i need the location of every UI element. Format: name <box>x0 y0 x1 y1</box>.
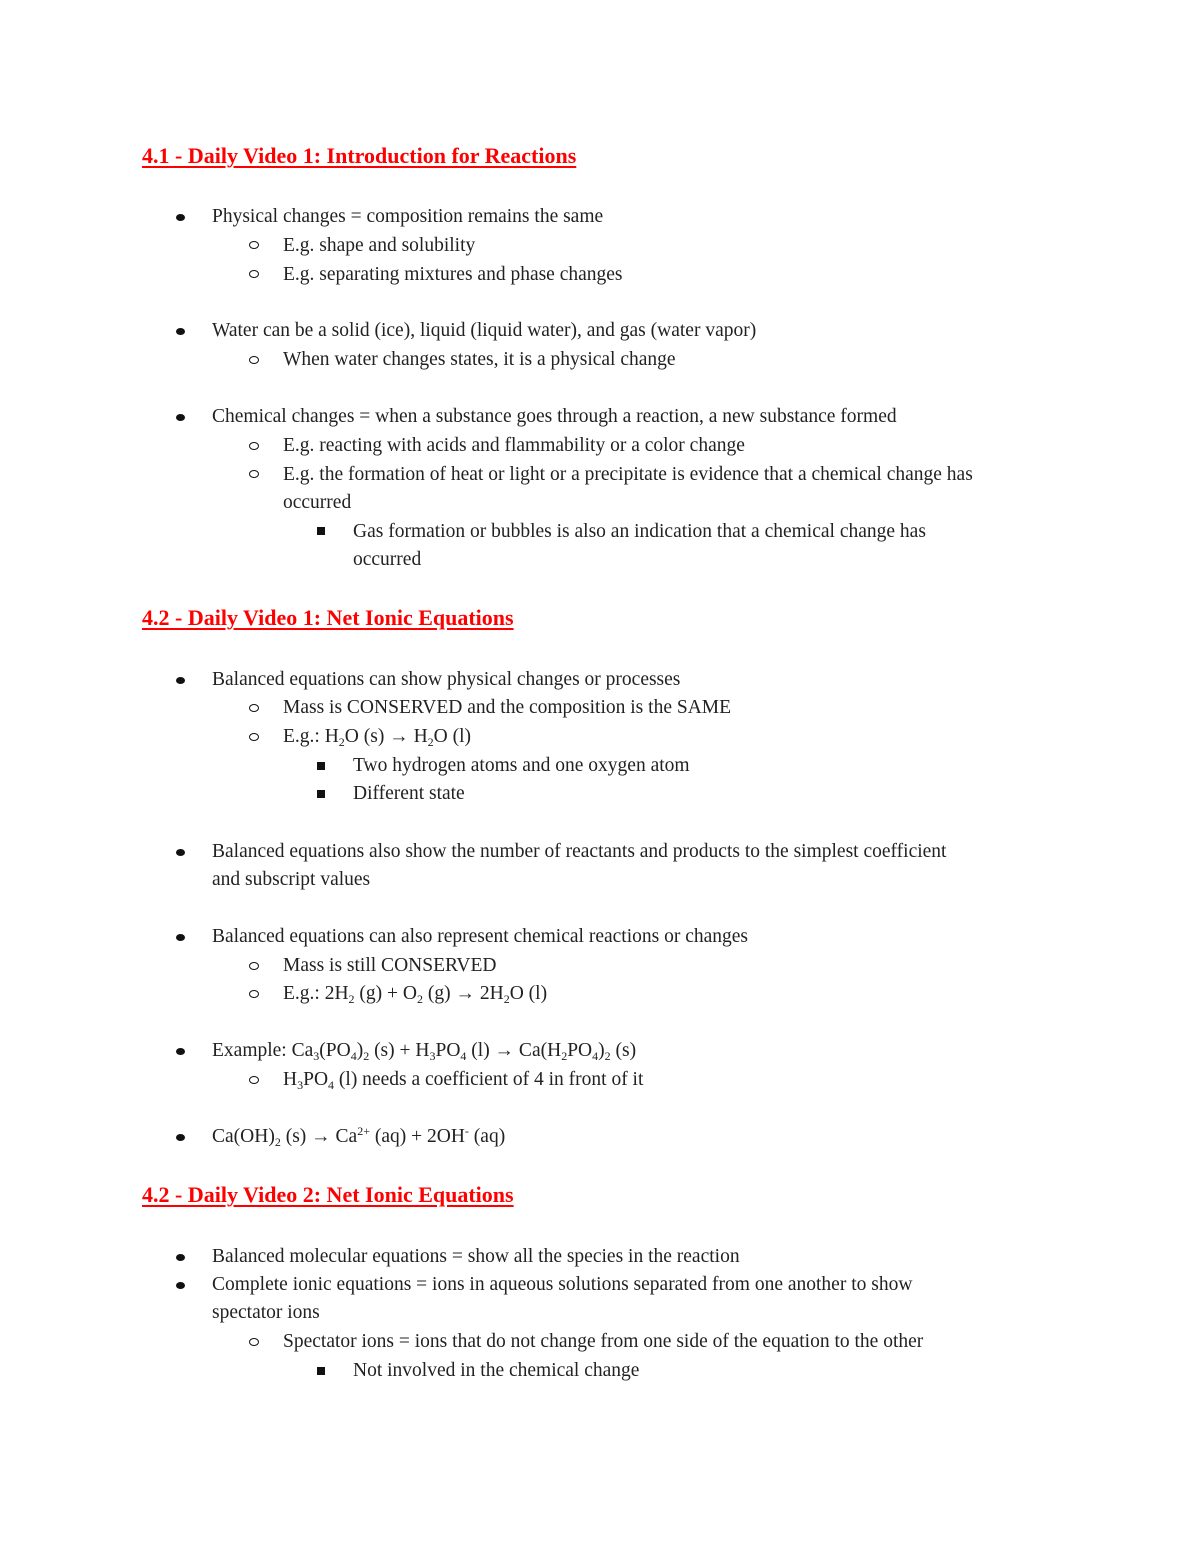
list-item-continuation: occurred <box>353 549 422 570</box>
equation-item: $H_3PO_4$ (l) needs a coefficient of 4 in front of it <box>283 1069 644 1092</box>
hollow-bullet-icon <box>249 962 259 970</box>
equation-item: E.g.: $H_2O$ $(s) \to H_2O$ (l) <box>283 726 472 749</box>
equation-item: Example: $Ca_3(PO_4)_2$ $(s) + H_3PO_4$ $(l) \to Ca(H_2PO_4)_2$ (s) <box>212 1040 637 1063</box>
bullet-icon <box>176 849 185 856</box>
list-item: When water changes states, it is a physical change <box>283 349 676 370</box>
list-item: Spectator ions = ions that do not change from one side of the equation to the other <box>283 1331 924 1352</box>
list-item: E.g. reacting with acids and flammability or a color change <box>283 435 745 456</box>
list-item: Balanced equations can also represent chemical reactions or changes <box>212 926 749 947</box>
section-heading: 4.1 - Daily Video 1: Introduction for Reactions <box>142 143 577 168</box>
bullet-icon <box>176 1134 185 1141</box>
square-bullet-icon <box>317 790 325 798</box>
list-item: E.g. the formation of heat or light or a precipitate is evidence that a chemical change has <box>283 464 973 485</box>
hollow-bullet-icon <box>249 704 259 712</box>
list-item: Not involved in the chemical change <box>353 1360 640 1381</box>
bullet-icon <box>176 214 185 221</box>
list-item: Different state <box>353 783 465 804</box>
list-item: E.g. shape and solubility <box>283 235 476 256</box>
list-item: E.g. separating mixtures and phase changes <box>283 264 623 285</box>
list-item-continuation: spectator ions <box>212 1302 320 1323</box>
list-item: Physical changes = composition remains the same <box>212 206 604 227</box>
hollow-bullet-icon <box>249 356 259 364</box>
list-item: Gas formation or bubbles is also an indication that a chemical change has <box>353 521 926 542</box>
list-item: Chemical changes = when a substance goes through a reaction, a new substance formed <box>212 406 897 427</box>
list-item-continuation: and subscript values <box>212 869 371 890</box>
list-item: Mass is still CONSERVED <box>283 955 497 976</box>
list-item: Balanced molecular equations = show all the species in the reaction <box>212 1246 740 1267</box>
list-item: Balanced equations can show physical changes or processes <box>212 669 681 690</box>
equation-item: E.g.: $2H_2$ $(g) + O_2$ $(g) \to 2H_2O$ (l) <box>283 983 548 1006</box>
section-heading: 4.2 - Daily Video 2: Net Ionic Equations <box>142 1182 514 1207</box>
square-bullet-icon <box>317 527 325 535</box>
square-bullet-icon <box>317 762 325 770</box>
bullet-icon <box>176 934 185 941</box>
section-heading: 4.2 - Daily Video 1: Net Ionic Equations <box>142 605 514 630</box>
hollow-bullet-icon <box>249 442 259 450</box>
hollow-bullet-icon <box>249 1338 259 1346</box>
bullet-icon <box>176 1254 185 1261</box>
bullet-icon <box>176 414 185 421</box>
hollow-bullet-icon <box>249 1076 259 1084</box>
list-item: Complete ionic equations = ions in aqueous solutions separated from one another to show <box>212 1274 913 1295</box>
hollow-bullet-icon <box>249 733 259 741</box>
hollow-bullet-icon <box>249 270 259 278</box>
list-item: Mass is CONSERVED and the composition is the SAME <box>283 697 732 718</box>
hollow-bullet-icon <box>249 241 259 249</box>
hollow-bullet-icon <box>249 990 259 998</box>
bullet-icon <box>176 328 185 335</box>
square-bullet-icon <box>317 1367 325 1375</box>
list-item-continuation: occurred <box>283 492 352 513</box>
list-item: Balanced equations also show the number of reactants and products to the simplest coefficient <box>212 841 947 862</box>
bullet-icon <box>176 1048 185 1055</box>
equation-item: $Ca(OH)_2$ $(s) \to Ca^{2+}$ (aq) + 2OH- (aq) <box>212 1124 506 1149</box>
list-item: Water can be a solid (ice), liquid (liquid water), and gas (water vapor) <box>212 320 757 341</box>
list-item: Two hydrogen atoms and one oxygen atom <box>353 755 690 776</box>
bullet-icon <box>176 677 185 684</box>
hollow-bullet-icon <box>249 470 259 478</box>
bullet-icon <box>176 1282 185 1289</box>
